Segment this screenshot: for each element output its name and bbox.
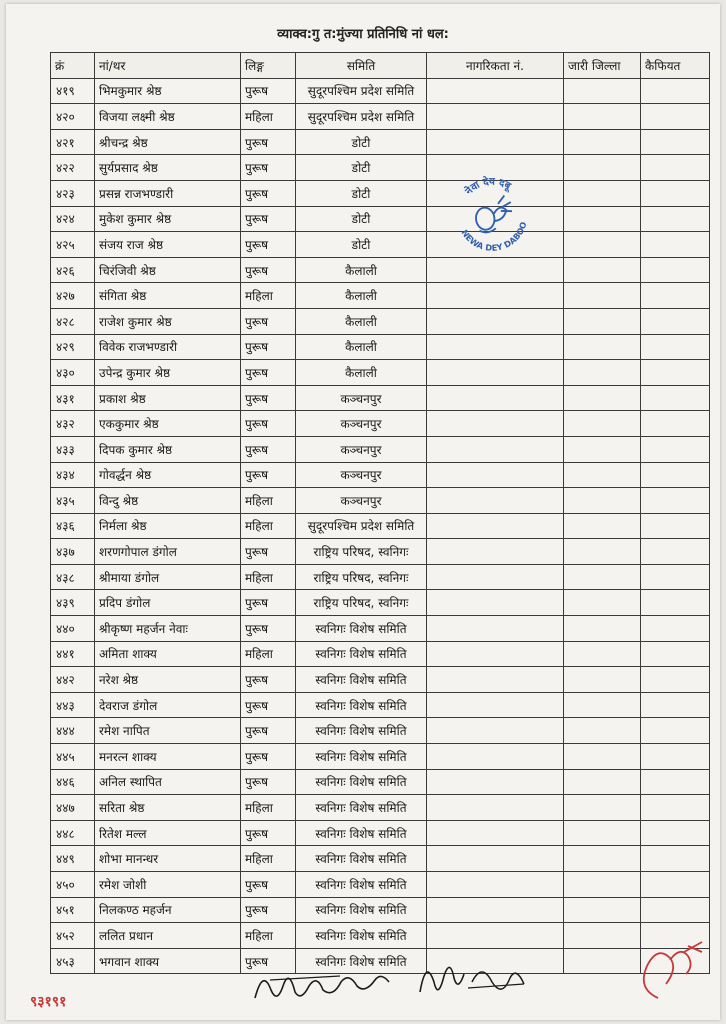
cell-committee: राष्ट्रिय परिषद, स्वनिगः <box>296 564 427 590</box>
cell-name: संगिता श्रेष्ठ <box>95 283 241 309</box>
cell-serial-number: ४२७ <box>51 283 95 309</box>
table-row <box>51 283 710 309</box>
cell-serial-number: ४५० <box>51 872 95 898</box>
cell-name: गोवर्द्धन श्रेष्ठ <box>95 462 241 488</box>
cell-remarks <box>641 820 710 846</box>
cell-gender: पुरूष <box>241 334 296 360</box>
cell-name: प्रदिप डंगोल <box>95 590 241 616</box>
cell-serial-number: ४३१ <box>51 385 95 411</box>
cell-serial-number: ४४३ <box>51 692 95 718</box>
cell-citizenship-no <box>427 641 564 667</box>
cell-serial-number: ४४६ <box>51 769 95 795</box>
table-row <box>51 436 710 462</box>
cell-gender: पुरूष <box>241 308 296 334</box>
cell-serial-number: ४२९ <box>51 334 95 360</box>
cell-remarks <box>641 641 710 667</box>
cell-citizenship-no <box>427 616 564 642</box>
cell-citizenship-no <box>427 104 564 130</box>
cell-name: प्रकाश श्रेष्ठ <box>95 385 241 411</box>
cell-serial-number: ४३४ <box>51 462 95 488</box>
cell-issued-district <box>564 590 641 616</box>
cell-committee: स्वनिगः विशेष समिति <box>296 616 427 642</box>
cell-remarks <box>641 385 710 411</box>
cell-committee: राष्ट्रिय परिषद, स्वनिगः <box>296 539 427 565</box>
cell-serial-number: ४३० <box>51 360 95 386</box>
cell-committee: कैलाली <box>296 257 427 283</box>
cell-remarks <box>641 180 710 206</box>
cell-gender: पुरूष <box>241 897 296 923</box>
cell-gender: महिला <box>241 283 296 309</box>
cell-remarks <box>641 718 710 744</box>
document-title: व्याक्व:गु त:मुंज्या प्रतिनिधि नां धल: <box>277 27 449 42</box>
cell-issued-district <box>564 513 641 539</box>
cell-committee: स्वनिगः विशेष समिति <box>296 718 427 744</box>
cell-gender: पुरूष <box>241 385 296 411</box>
cell-serial-number: ४४९ <box>51 846 95 872</box>
cell-remarks <box>641 104 710 130</box>
cell-gender: पुरूष <box>241 616 296 642</box>
cell-gender: पुरूष <box>241 436 296 462</box>
cell-remarks <box>641 411 710 437</box>
handwritten-reference-number: ९३१९१ <box>30 994 67 1010</box>
cell-issued-district <box>564 692 641 718</box>
cell-name: सरिता श्रेष्ठ <box>95 795 241 821</box>
cell-name: नरेश श्रेष्ठ <box>95 667 241 693</box>
cell-gender: महिला <box>241 564 296 590</box>
cell-remarks <box>641 590 710 616</box>
cell-citizenship-no <box>427 283 564 309</box>
cell-committee: स्वनिगः विशेष समिति <box>296 897 427 923</box>
cell-name: अमिता शाक्य <box>95 641 241 667</box>
cell-issued-district <box>564 308 641 334</box>
cell-serial-number: ४२२ <box>51 155 95 181</box>
cell-remarks <box>641 360 710 386</box>
table-row <box>51 692 710 718</box>
cell-citizenship-no <box>427 692 564 718</box>
table-row <box>51 897 710 923</box>
column-header-remarks: कैफियत <box>641 53 710 79</box>
cell-serial-number: ४५३ <box>51 948 95 974</box>
cell-committee: स्वनिगः विशेष समिति <box>296 744 427 770</box>
cell-name: श्रीकृष्ण महर्जन नेवाः <box>95 616 241 642</box>
cell-gender: पुरूष <box>241 411 296 437</box>
cell-gender: पुरूष <box>241 257 296 283</box>
stamp-bottom-text: NEWA DEY DABOO <box>459 220 529 253</box>
table-row <box>51 769 710 795</box>
cell-committee: स्वनिगः विशेष समिति <box>296 692 427 718</box>
cell-citizenship-no <box>427 257 564 283</box>
cell-serial-number: ४४७ <box>51 795 95 821</box>
table-row <box>51 411 710 437</box>
cell-gender: महिला <box>241 795 296 821</box>
cell-remarks <box>641 78 710 104</box>
cell-committee: स्वनिगः विशेष समिति <box>296 820 427 846</box>
cell-gender: पुरूष <box>241 462 296 488</box>
cell-citizenship-no <box>427 360 564 386</box>
cell-remarks <box>641 436 710 462</box>
cell-citizenship-no <box>427 564 564 590</box>
cell-name: राजेश कुमार श्रेष्ठ <box>95 308 241 334</box>
cell-issued-district <box>564 641 641 667</box>
cell-remarks <box>641 257 710 283</box>
cell-gender: महिला <box>241 641 296 667</box>
cell-issued-district <box>564 385 641 411</box>
cell-remarks <box>641 283 710 309</box>
cell-issued-district <box>564 820 641 846</box>
cell-name: विन्दु श्रेष्ठ <box>95 488 241 514</box>
cell-issued-district <box>564 897 641 923</box>
cell-serial-number: ४३९ <box>51 590 95 616</box>
cell-remarks <box>641 616 710 642</box>
cell-name: भगवान शाक्य <box>95 948 241 974</box>
cell-remarks <box>641 872 710 898</box>
cell-name: चिरंजिवी श्रेष्ठ <box>95 257 241 283</box>
cell-issued-district <box>564 232 641 258</box>
cell-committee: कञ्चनपुर <box>296 411 427 437</box>
stamp-top-text: नेवा देय दबू <box>463 176 513 198</box>
cell-citizenship-no <box>427 488 564 514</box>
table-row <box>51 667 710 693</box>
cell-issued-district <box>564 846 641 872</box>
cell-remarks <box>641 769 710 795</box>
cell-issued-district <box>564 334 641 360</box>
cell-remarks <box>641 564 710 590</box>
cell-name: उपेन्द्र कुमार श्रेष्ठ <box>95 360 241 386</box>
cell-serial-number: ४५२ <box>51 923 95 949</box>
cell-committee: कैलाली <box>296 360 427 386</box>
cell-gender: पुरूष <box>241 820 296 846</box>
cell-issued-district <box>564 744 641 770</box>
table-row <box>51 820 710 846</box>
cell-name: संजय राज श्रेष्ठ <box>95 232 241 258</box>
cell-serial-number: ४४१ <box>51 641 95 667</box>
table-row <box>51 590 710 616</box>
cell-name: निर्मला श्रेष्ठ <box>95 513 241 539</box>
cell-committee: डोटी <box>296 232 427 258</box>
cell-name: देवराज डंगोल <box>95 692 241 718</box>
table-row <box>51 539 710 565</box>
cell-name: रमेश जोशी <box>95 872 241 898</box>
cell-issued-district <box>564 78 641 104</box>
cell-gender: पुरूष <box>241 232 296 258</box>
table-row <box>51 155 710 181</box>
column-header-serial: क्रं <box>51 53 95 79</box>
cell-remarks <box>641 462 710 488</box>
table-row <box>51 232 710 258</box>
column-header-citizenship-no: नागरिकता नं. <box>427 53 564 79</box>
cell-committee: स्वनिगः विशेष समिति <box>296 923 427 949</box>
svg-text:NEWA DEY DABOO <box>459 219 532 257</box>
cell-committee: कञ्चनपुर <box>296 436 427 462</box>
cell-serial-number: ४२६ <box>51 257 95 283</box>
table-row <box>51 462 710 488</box>
cell-serial-number: ४३२ <box>51 411 95 437</box>
cell-serial-number: ४४० <box>51 616 95 642</box>
cell-citizenship-no <box>427 718 564 744</box>
cell-name: शरणगोपाल डंगोल <box>95 539 241 565</box>
cell-remarks <box>641 155 710 181</box>
cell-serial-number: ४३६ <box>51 513 95 539</box>
cell-committee: स्वनिगः विशेष समिति <box>296 948 427 974</box>
table-row <box>51 923 710 949</box>
cell-citizenship-no <box>427 872 564 898</box>
table-row <box>51 616 710 642</box>
cell-serial-number: ४१९ <box>51 78 95 104</box>
cell-citizenship-no <box>427 795 564 821</box>
table-row <box>51 180 710 206</box>
cell-issued-district <box>564 104 641 130</box>
cell-serial-number: ४४४ <box>51 718 95 744</box>
table-row <box>51 308 710 334</box>
cell-name: शोभा मानन्धर <box>95 846 241 872</box>
table-row <box>51 206 710 232</box>
signature-1 <box>250 958 400 1008</box>
cell-committee: स्वनिगः विशेष समिति <box>296 795 427 821</box>
cell-serial-number: ४४८ <box>51 820 95 846</box>
cell-gender: पुरूष <box>241 769 296 795</box>
cell-gender: पुरूष <box>241 692 296 718</box>
table-row <box>51 129 710 155</box>
cell-gender: महिला <box>241 104 296 130</box>
table-row <box>51 488 710 514</box>
table-row <box>51 257 710 283</box>
cell-remarks <box>641 129 710 155</box>
cell-citizenship-no <box>427 334 564 360</box>
cell-committee: राष्ट्रिय परिषद, स्वनिगः <box>296 590 427 616</box>
cell-committee: कैलाली <box>296 308 427 334</box>
cell-gender: पुरूष <box>241 948 296 974</box>
table-row <box>51 360 710 386</box>
cell-serial-number: ४४२ <box>51 667 95 693</box>
cell-committee: सुदूरपश्चिम प्रदेश समिति <box>296 104 427 130</box>
cell-issued-district <box>564 360 641 386</box>
cell-serial-number: ४२४ <box>51 206 95 232</box>
cell-name: श्रीचन्द्र श्रेष्ठ <box>95 129 241 155</box>
cell-committee: डोटी <box>296 129 427 155</box>
cell-citizenship-no <box>427 462 564 488</box>
table-row <box>51 744 710 770</box>
cell-gender: पुरूष <box>241 539 296 565</box>
cell-committee: कञ्चनपुर <box>296 462 427 488</box>
cell-name: मनरत्न शाक्य <box>95 744 241 770</box>
cell-issued-district <box>564 539 641 565</box>
cell-issued-district <box>564 155 641 181</box>
cell-committee: सुदूरपश्चिम प्रदेश समिति <box>296 78 427 104</box>
representatives-table <box>50 52 710 974</box>
cell-issued-district <box>564 283 641 309</box>
cell-remarks <box>641 539 710 565</box>
cell-citizenship-no <box>427 820 564 846</box>
cell-issued-district <box>564 872 641 898</box>
cell-name: प्रसन्न राजभण्डारी <box>95 180 241 206</box>
column-header-committee: समिति <box>296 53 427 79</box>
signature-2 <box>412 952 532 1007</box>
organization-stamp <box>440 162 544 266</box>
cell-remarks <box>641 846 710 872</box>
cell-committee: स्वनिगः विशेष समिति <box>296 667 427 693</box>
cell-committee: डोटी <box>296 206 427 232</box>
cell-remarks <box>641 232 710 258</box>
cell-name: भिमकुमार श्रेष्ठ <box>95 78 241 104</box>
cell-gender: पुरूष <box>241 744 296 770</box>
cell-remarks <box>641 744 710 770</box>
cell-name: मुकेश कुमार श्रेष्ठ <box>95 206 241 232</box>
stamp-emblem-icon <box>473 195 514 234</box>
cell-name: अनिल स्थापित <box>95 769 241 795</box>
cell-citizenship-no <box>427 129 564 155</box>
cell-committee: स्वनिगः विशेष समिति <box>296 641 427 667</box>
table-row <box>51 78 710 104</box>
cell-citizenship-no <box>427 539 564 565</box>
column-header-gender: लिङ्ग <box>241 53 296 79</box>
cell-serial-number: ४२८ <box>51 308 95 334</box>
cell-remarks <box>641 488 710 514</box>
cell-citizenship-no <box>427 436 564 462</box>
cell-gender: महिला <box>241 488 296 514</box>
cell-name: निलकण्ठ महर्जन <box>95 897 241 923</box>
cell-citizenship-no <box>427 769 564 795</box>
cell-remarks <box>641 308 710 334</box>
table-row <box>51 872 710 898</box>
cell-remarks <box>641 692 710 718</box>
cell-gender: पुरूष <box>241 360 296 386</box>
cell-gender: पुरूष <box>241 78 296 104</box>
column-header-name: नां/थर <box>95 53 241 79</box>
cell-gender: पुरूष <box>241 155 296 181</box>
cell-serial-number: ४३७ <box>51 539 95 565</box>
column-header-issued-district: जारी जिल्ला <box>564 53 641 79</box>
cell-gender: पुरूष <box>241 129 296 155</box>
cell-remarks <box>641 667 710 693</box>
cell-citizenship-no <box>427 667 564 693</box>
cell-committee: डोटी <box>296 180 427 206</box>
cell-citizenship-no <box>427 590 564 616</box>
cell-gender: महिला <box>241 513 296 539</box>
cell-committee: स्वनिगः विशेष समिति <box>296 846 427 872</box>
cell-remarks <box>641 897 710 923</box>
cell-issued-district <box>564 564 641 590</box>
cell-citizenship-no <box>427 744 564 770</box>
cell-issued-district <box>564 769 641 795</box>
cell-name: सुर्यप्रसाद श्रेष्ठ <box>95 155 241 181</box>
cell-remarks <box>641 334 710 360</box>
cell-serial-number: ४२० <box>51 104 95 130</box>
cell-issued-district <box>564 206 641 232</box>
cell-issued-district <box>564 667 641 693</box>
cell-name: विजया लक्ष्मी श्रेष्ठ <box>95 104 241 130</box>
cell-issued-district <box>564 436 641 462</box>
cell-gender: पुरूष <box>241 667 296 693</box>
table-row <box>51 104 710 130</box>
cell-citizenship-no <box>427 308 564 334</box>
cell-remarks <box>641 206 710 232</box>
cell-name: श्रीमाया डंगोल <box>95 564 241 590</box>
cell-citizenship-no <box>427 923 564 949</box>
cell-name: एककुमार श्रेष्ठ <box>95 411 241 437</box>
cell-committee: कञ्चनपुर <box>296 385 427 411</box>
table-row <box>51 334 710 360</box>
cell-committee: सुदूरपश्चिम प्रदेश समिति <box>296 513 427 539</box>
table-header-row <box>51 53 710 79</box>
cell-gender: पुरूष <box>241 206 296 232</box>
cell-gender: पुरूष <box>241 180 296 206</box>
cell-issued-district <box>564 257 641 283</box>
table-row <box>51 846 710 872</box>
cell-issued-district <box>564 411 641 437</box>
cell-issued-district <box>564 462 641 488</box>
cell-name: रमेश नापित <box>95 718 241 744</box>
table-row <box>51 564 710 590</box>
cell-committee: कैलाली <box>296 283 427 309</box>
table-row <box>51 718 710 744</box>
table-row <box>51 641 710 667</box>
cell-citizenship-no <box>427 411 564 437</box>
cell-issued-district <box>564 180 641 206</box>
cell-committee: कञ्चनपुर <box>296 488 427 514</box>
cell-remarks <box>641 513 710 539</box>
cell-name: ललित प्रधान <box>95 923 241 949</box>
cell-committee: स्वनिगः विशेष समिति <box>296 769 427 795</box>
cell-serial-number: ४२५ <box>51 232 95 258</box>
table-row <box>51 795 710 821</box>
cell-citizenship-no <box>427 846 564 872</box>
cell-committee: स्वनिगः विशेष समिति <box>296 872 427 898</box>
cell-committee: कैलाली <box>296 334 427 360</box>
svg-text:नेवा देय दबू <box>460 171 515 200</box>
cell-gender: पुरूष <box>241 872 296 898</box>
cell-gender: महिला <box>241 846 296 872</box>
cell-issued-district <box>564 129 641 155</box>
cell-issued-district <box>564 795 641 821</box>
cell-gender: महिला <box>241 923 296 949</box>
cell-issued-district <box>564 488 641 514</box>
cell-name: दिपक कुमार श्रेष्ठ <box>95 436 241 462</box>
cell-serial-number: ४५१ <box>51 897 95 923</box>
cell-remarks <box>641 795 710 821</box>
cell-citizenship-no <box>427 897 564 923</box>
table-row <box>51 513 710 539</box>
signature-3 <box>628 938 710 1008</box>
cell-name: विवेक राजभण्डारी <box>95 334 241 360</box>
cell-citizenship-no <box>427 513 564 539</box>
table-row <box>51 385 710 411</box>
cell-serial-number: ४३३ <box>51 436 95 462</box>
cell-serial-number: ४३८ <box>51 564 95 590</box>
cell-serial-number: ४२१ <box>51 129 95 155</box>
cell-serial-number: ४४५ <box>51 744 95 770</box>
cell-issued-district <box>564 718 641 744</box>
cell-name: रितेश मल्ल <box>95 820 241 846</box>
cell-serial-number: ४३५ <box>51 488 95 514</box>
cell-serial-number: ४२३ <box>51 180 95 206</box>
cell-gender: पुरूष <box>241 718 296 744</box>
cell-citizenship-no <box>427 78 564 104</box>
cell-citizenship-no <box>427 385 564 411</box>
cell-gender: पुरूष <box>241 590 296 616</box>
cell-committee: डोटी <box>296 155 427 181</box>
cell-issued-district <box>564 616 641 642</box>
